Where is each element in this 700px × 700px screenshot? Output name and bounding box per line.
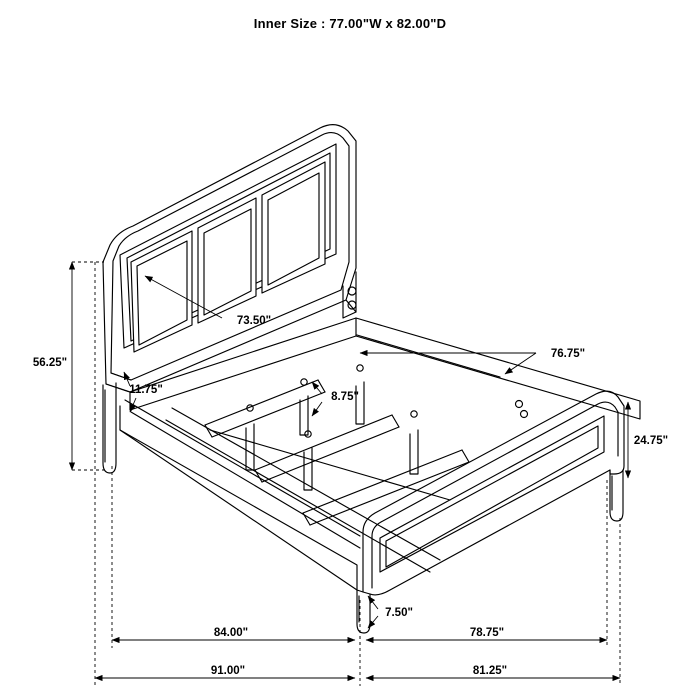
dim-side-rail-height: 11.75" xyxy=(129,384,163,396)
page-title: Inner Size : 77.00"W x 82.00"D xyxy=(253,16,447,31)
dim-headboard-height: 56.25" xyxy=(32,357,68,369)
dim-overall-depth-bottom: 81.25" xyxy=(472,665,508,677)
bed-outline xyxy=(103,125,640,633)
dim-headboard-panel-width: 73.50" xyxy=(236,315,272,327)
dimension-labels xyxy=(33,315,668,677)
dim-footboard-clearance: 7.50" xyxy=(385,607,413,619)
dim-overall-length-bottom: 91.00" xyxy=(210,665,246,677)
dim-slat-height: 8.75" xyxy=(331,391,359,403)
dim-overall-depth-top: 78.75" xyxy=(469,627,505,639)
dim-overall-length-top: 84.00" xyxy=(213,627,249,639)
dim-footboard-height: 24.75" xyxy=(633,435,669,447)
dim-inner-frame-width: 76.75" xyxy=(550,348,586,360)
